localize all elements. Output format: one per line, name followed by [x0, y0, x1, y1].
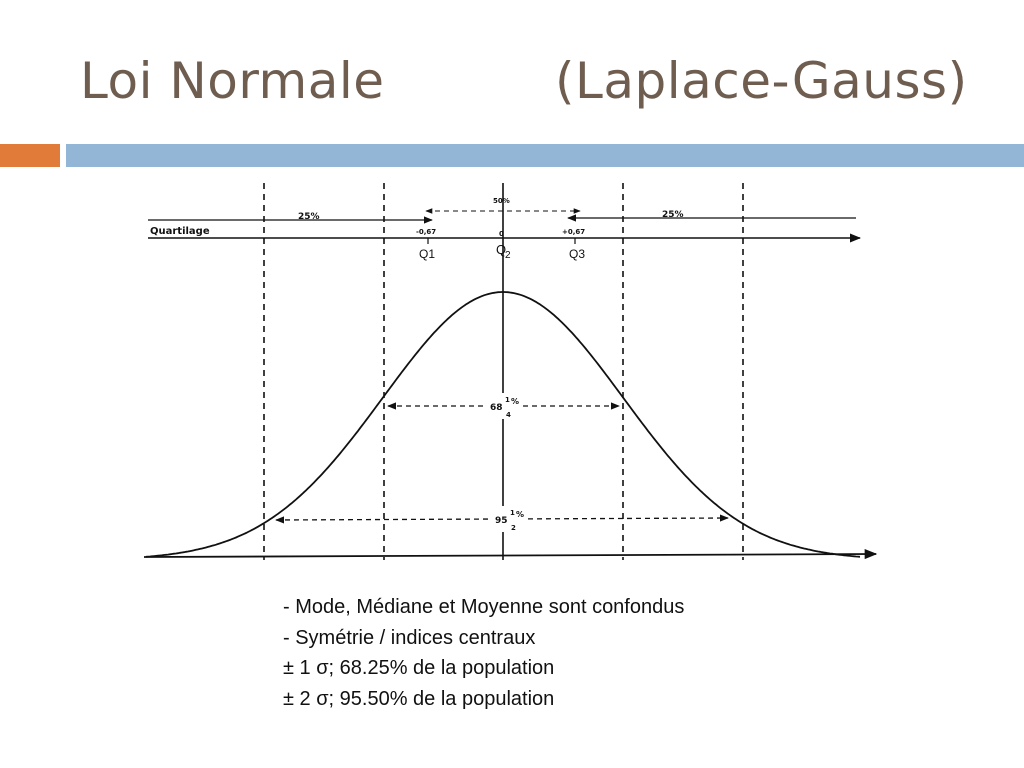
label-95-main: 95 — [495, 516, 508, 526]
slide-title-left: Loi Normale — [80, 52, 385, 110]
label-68-pct: % — [511, 397, 520, 406]
label-68-frac-den: 4 — [506, 411, 511, 419]
pct-25-left-label: 25% — [298, 212, 320, 222]
note-line: ± 2 σ; 95.50% de la population — [283, 687, 555, 710]
note-line: - Symétrie / indices centraux — [283, 626, 536, 649]
label-95-frac-num: 1 — [510, 509, 515, 517]
q1-label: Q1 — [419, 247, 436, 261]
notes-list — [283, 592, 684, 714]
normal-curve-diagram — [138, 168, 888, 573]
label-95-frac-den: 2 — [511, 524, 516, 532]
q3-label: Q3 — [569, 247, 586, 261]
pct-25-right-label: 25% — [662, 210, 684, 220]
q1-value: -0,67 — [416, 228, 437, 236]
quartile-axis-label: Quartilage — [150, 226, 210, 237]
accent-bar-blue — [66, 144, 1024, 167]
q3-value: +0,67 — [562, 228, 586, 236]
x-axis — [144, 554, 876, 557]
label-95-pct: % — [516, 510, 525, 519]
label-68-main: 68 — [490, 403, 503, 413]
pct-50-label: 50% — [493, 197, 510, 205]
accent-bar-orange — [0, 144, 60, 167]
slide-title-right: (Laplace-Gauss) — [555, 52, 968, 110]
note-line: - Mode, Médiane et Moyenne sont confondus — [283, 596, 685, 618]
label-68-frac-num: 1 — [505, 396, 510, 404]
note-line: ± 1 σ; 68.25% de la population — [283, 657, 555, 679]
normal-distribution-figure — [138, 168, 888, 573]
q2-subscript: 2 — [505, 250, 511, 261]
q2-label: Q — [496, 242, 507, 257]
median-value: 0 — [499, 230, 504, 238]
